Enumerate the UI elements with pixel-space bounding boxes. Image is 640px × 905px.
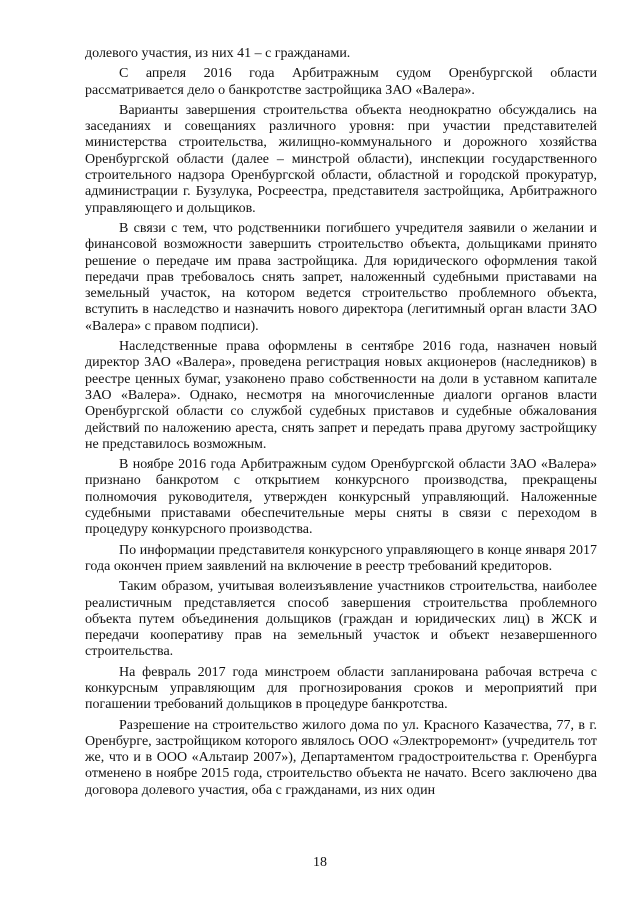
paragraph-bankruptcy-case: С апреля 2016 года Арбитражным судом Оренбургской области рассматривается дело о банкротстве застройщика ЗАО «Валера». — [85, 66, 597, 98]
paragraph-continuation: долевого участия, из них 41 – с гражданами. — [85, 46, 351, 61]
document-body — [85, 46, 597, 799]
paragraph-relatives-decision: В связи с тем, что родственники погибшего учредителя заявили о желании и финансовой возможности завершить строительство объекта, дольщиками принято решение о передаче им права застройщика. Для юридического оформления такой передачи прав требовалось снять запрет, наложенный судебными приставами на земельный участок, на котором ведется строительство проблемного объекта, вступить в наследство и назначить нового директора (легитимный орган власти ЗАО «Валера» с правом подписи). — [85, 220, 597, 334]
paragraph-february-meeting: На февраль 2017 года минстроем области запланирована рабочая встреча с конкурсным управляющим для прогнозирования сроков и мероприятий при погашении требований дольщиков в процедуре банкротства. — [85, 664, 597, 713]
paragraph-building-permit: Разрешение на строительство жилого дома по ул. Красного Казачества, 77, в г. Оренбурге, застройщиком которого являлось ООО «Электроремонт» (учредитель тот же, что и в ООО «Альтаир 2007»), Департаментом градостроительства г. Оренбурга отменено в ноябре 2015 года, строительство объекта не начато. Всего заключено два договора долевого участия, оба с гражданами, из них один — [85, 717, 597, 798]
page-number: 18 — [313, 855, 327, 870]
paragraph-housing-cooperative: Таким образом, учитывая волеизъявление участников строительства, наиболее реалистичным представляется способ завершения строительства проблемного объекта путем объединения дольщиков (граждан и юридических лиц) в ЖСК и передачи кооперативу прав на земельный участок и объект незавершенного строительства. — [85, 579, 597, 660]
paragraph-november-bankruptcy: В ноябре 2016 года Арбитражным судом Оренбургской области ЗАО «Валера» признано банкротом с открытием конкурсного производства, прекращены полномочия руководителя, утвержден конкурсный управляющий. Наложенные судебными приставами обеспечительные меры сняты в связи с переходом в процедуру конкурсного производства. — [85, 457, 597, 538]
paragraph-creditor-registry: По информации представителя конкурсного управляющего в конце января 2017 года окончен прием заявлений на включение в реестр требований кредиторов. — [85, 542, 597, 574]
paragraph-inheritance: Наследственные права оформлены в сентябре 2016 года, назначен новый директор ЗАО «Валера», проведена регистрация новых акционеров (наследников) в реестре ценных бумаг, узаконено право собственности на доли в уставном капитале ЗАО «Валера». Однако, несмотря на многочисленные диалоги органов власти Оренбургской области со службой судебных приставов и судебные обжалования действий по наложению ареста, снять запрет и передать права другому застройщику не представилось возможным. — [85, 339, 597, 452]
paragraph-completion-options: Варианты завершения строительства объекта неоднократно обсуждались на заседаниях и совещаниях различного уровня: при участии представителей министерства строительства, жилищно-коммунального и дорожного хозяйства Оренбургской области (далее – минстрой области), инспекции государственного строительного надзора Оренбургской области, областной и городской прокуратур, администрации г. Бузулука, Росреестра, представителя застройщика, Арбитражного управляющего и дольщиков. — [85, 102, 597, 216]
